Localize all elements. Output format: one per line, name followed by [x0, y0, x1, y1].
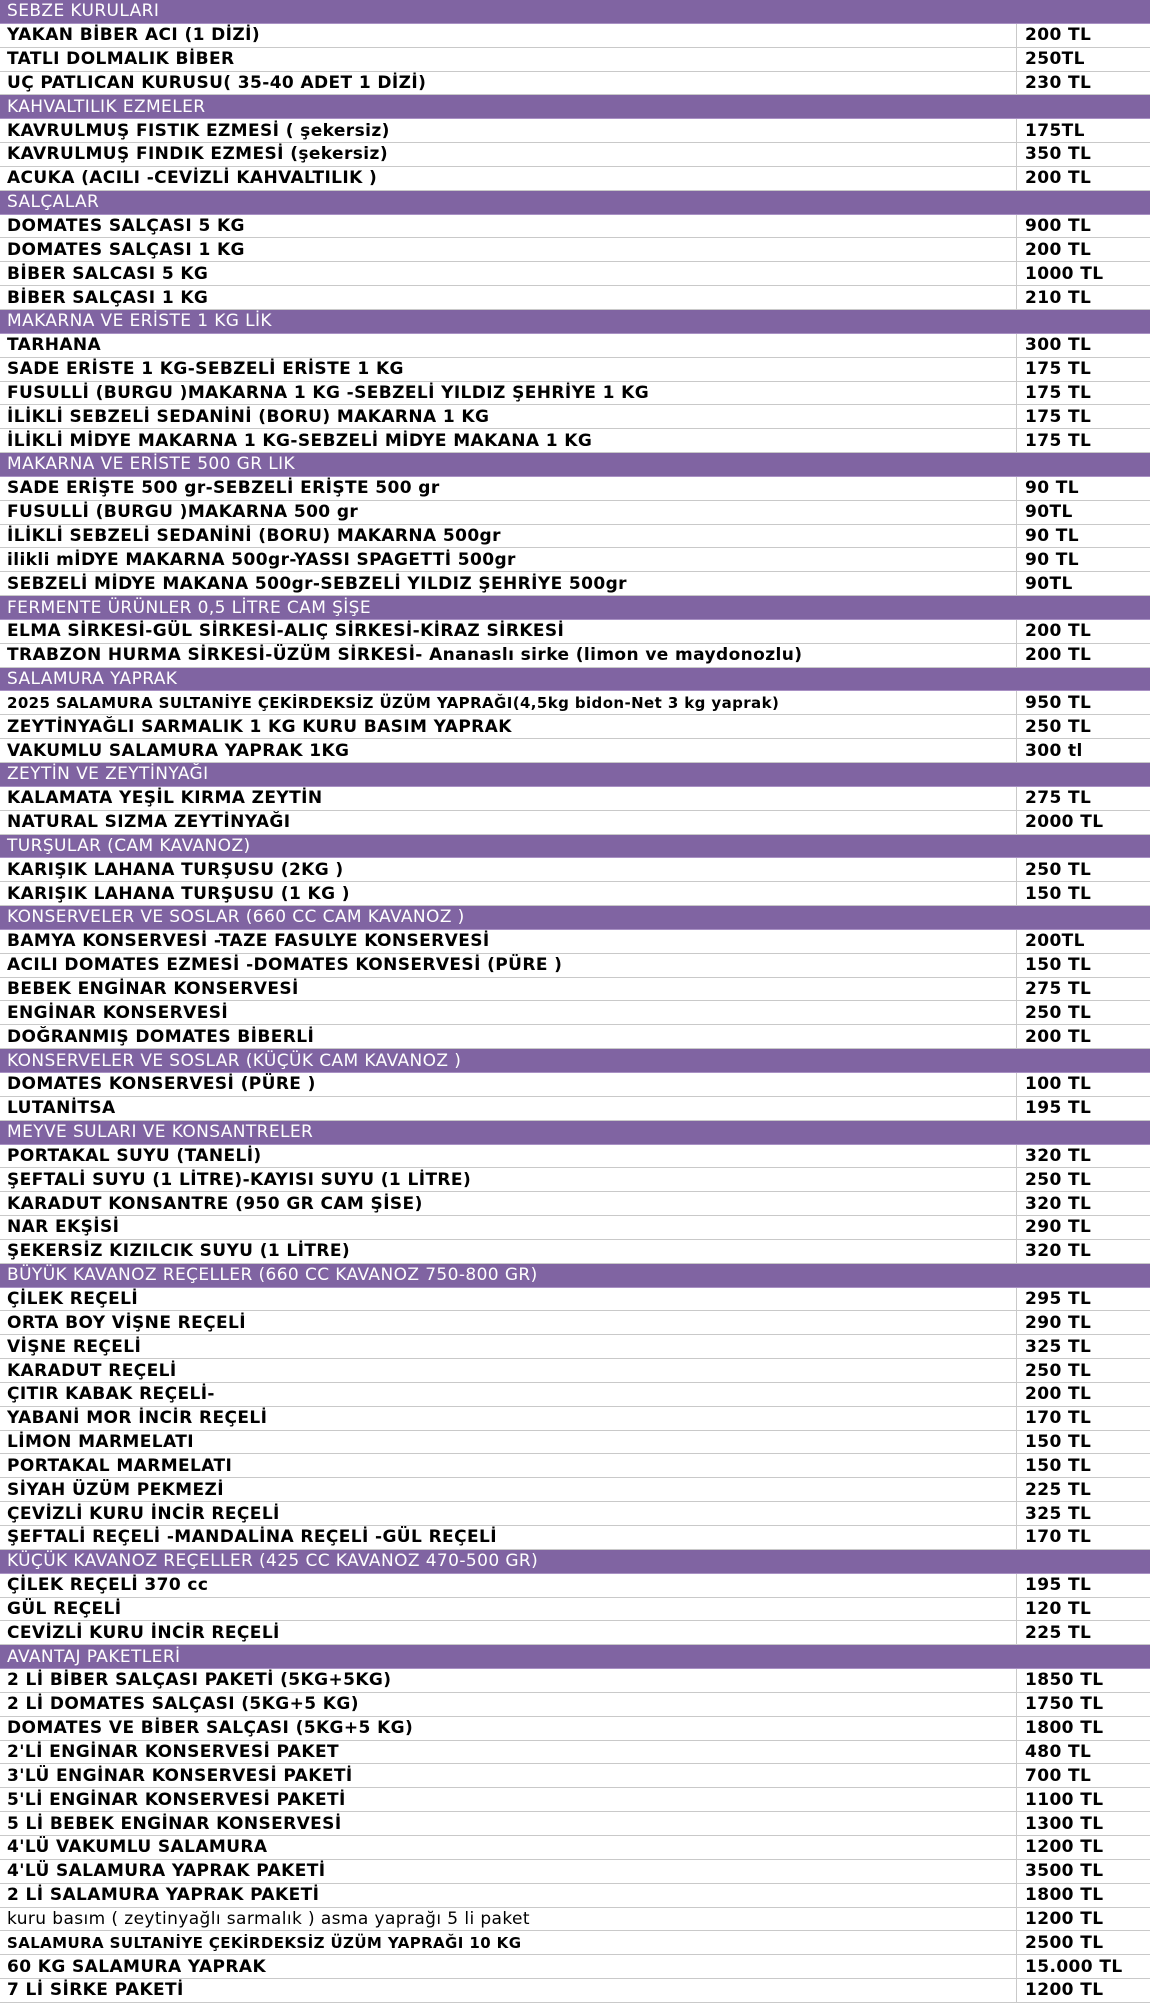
product-row [0, 1145, 1150, 1169]
product-row [0, 1908, 1150, 1932]
product-row [0, 954, 1150, 978]
product-row [0, 72, 1150, 96]
product-row [0, 286, 1150, 310]
product-row [0, 1216, 1150, 1240]
category-header [0, 1121, 1150, 1145]
product-row [0, 1073, 1150, 1097]
product-price: 1850 TL [1025, 1670, 1104, 1691]
category-title: SEBZE KURULARI [7, 1, 160, 22]
product-name: TATLI DOLMALIK BİBER [0, 48, 1017, 71]
product-price: 150 TL [1025, 955, 1092, 976]
product-name: ZEYTİNYAĞLI SARMALIK 1 KG KURU BASIM YAPRAK [0, 715, 1017, 738]
product-row [0, 572, 1150, 596]
product-row [0, 739, 1150, 763]
product-name: LİMON MARMELATI [0, 1431, 1017, 1454]
product-price: 250 TL [1025, 1360, 1092, 1381]
product-row [0, 1383, 1150, 1407]
product-name: PORTAKAL MARMELATI [0, 1454, 1017, 1477]
product-price: 150 TL [1025, 1432, 1092, 1453]
product-price: 225 TL [1025, 1622, 1092, 1643]
category-header [0, 906, 1150, 930]
category-title: MAKARNA VE ERİSTE 500 GR LIK [7, 454, 296, 475]
product-name: CEVİZLİ KURU İNCİR REÇELİ [0, 1621, 1017, 1644]
product-price: 1750 TL [1025, 1694, 1104, 1715]
product-row [0, 715, 1150, 739]
product-row [0, 1669, 1150, 1693]
category-header [0, 1645, 1150, 1669]
product-name: KAVRULMUŞ FISTIK EZMESİ ( şekersiz) [0, 119, 1017, 142]
product-name: 4'LÜ VAKUMLU SALAMURA [0, 1836, 1017, 1859]
product-name: ENGİNAR KONSERVESİ [0, 1001, 1017, 1024]
product-row [0, 1025, 1150, 1049]
product-price: 90 TL [1025, 478, 1080, 499]
product-price: 290 TL [1025, 1217, 1092, 1238]
product-price: 170 TL [1025, 1527, 1092, 1548]
product-row [0, 501, 1150, 525]
product-name: VİŞNE REÇELİ [0, 1335, 1017, 1358]
product-row [0, 405, 1150, 429]
product-row [0, 882, 1150, 906]
product-price: 325 TL [1025, 1336, 1092, 1357]
category-title: ZEYTİN VE ZEYTİNYAĞI [7, 764, 209, 785]
product-price: 225 TL [1025, 1479, 1092, 1500]
product-price: 120 TL [1025, 1598, 1092, 1619]
product-name: 2 Lİ BİBER SALÇASI PAKETİ (5KG+5KG) [0, 1669, 1017, 1692]
product-price: 1200 TL [1025, 1908, 1104, 1929]
category-header [0, 835, 1150, 859]
product-price: 150 TL [1025, 883, 1092, 904]
product-name: İLİKLİ SEBZELİ SEDANİNİ (BORU) MAKARNA 1 KG [0, 405, 1017, 428]
product-row [0, 1359, 1150, 1383]
product-name: DOMATES KONSERVESİ (PÜRE ) [0, 1073, 1017, 1096]
product-name: DOMATES SALÇASI 5 KG [0, 215, 1017, 238]
product-row [0, 1311, 1150, 1335]
product-row [0, 477, 1150, 501]
product-price: 275 TL [1025, 979, 1092, 1000]
product-row [0, 143, 1150, 167]
product-row [0, 215, 1150, 239]
product-row [0, 1598, 1150, 1622]
product-price: 175 TL [1025, 406, 1092, 427]
product-name: KAVRULMUŞ FINDIK EZMESİ (şekersiz) [0, 143, 1017, 166]
product-price: 195 TL [1025, 1575, 1092, 1596]
category-title: SALÇALAR [7, 192, 100, 213]
product-name: VAKUMLU SALAMURA YAPRAK 1KG [0, 739, 1017, 762]
product-name: ilikli mİDYE MAKARNA 500gr-YASSI SPAGETTİ 500gr [0, 548, 1017, 571]
product-price: 150 TL [1025, 1455, 1092, 1476]
category-header [0, 1264, 1150, 1288]
product-row [0, 978, 1150, 1002]
product-price: 200TL [1025, 931, 1085, 952]
product-price: 320 TL [1025, 1241, 1092, 1262]
product-name: NATURAL SIZMA ZEYTİNYAĞI [0, 811, 1017, 834]
product-name: 5'Lİ ENGİNAR KONSERVESİ PAKETİ [0, 1788, 1017, 1811]
product-row [0, 1693, 1150, 1717]
product-row [0, 24, 1150, 48]
category-title: KONSERVELER VE SOSLAR (660 CC CAM KAVANOZ ) [7, 907, 465, 928]
product-name: FUSULLİ (BURGU )MAKARNA 500 gr [0, 501, 1017, 524]
product-price: 175TL [1025, 120, 1085, 141]
product-row [0, 858, 1150, 882]
product-row [0, 548, 1150, 572]
product-name: kuru basım ( zeytinyağlı sarmalık ) asma yaprağı 5 li paket [0, 1908, 1017, 1931]
product-row [0, 1979, 1150, 2003]
product-price: 195 TL [1025, 1098, 1092, 1119]
product-row [0, 1764, 1150, 1788]
product-name: KARADUT REÇELİ [0, 1359, 1017, 1382]
product-name: SADE ERİŞTE 500 gr-SEBZELİ ERİŞTE 500 gr [0, 477, 1017, 500]
product-price: 200 TL [1025, 239, 1092, 260]
product-name: BEBEK ENGİNAR KONSERVESİ [0, 978, 1017, 1001]
product-name: BİBER SALÇASI 1 KG [0, 286, 1017, 309]
product-row [0, 167, 1150, 191]
product-price: 90 TL [1025, 549, 1080, 570]
product-name: SALAMURA SULTANİYE ÇEKİRDEKSİZ ÜZÜM YAPRAĞI 10 KG [0, 1931, 1017, 1954]
product-price: 290 TL [1025, 1312, 1092, 1333]
product-name: 4'LÜ SALAMURA YAPRAK PAKETİ [0, 1860, 1017, 1883]
product-row [0, 1741, 1150, 1765]
product-price: 295 TL [1025, 1288, 1092, 1309]
product-name: SEBZELİ MİDYE MAKANA 500gr-SEBZELİ YILDIZ ŞEHRİYE 500gr [0, 572, 1017, 595]
product-name: UÇ PATLICAN KURUSU( 35-40 ADET 1 DİZİ) [0, 72, 1017, 95]
product-price: 2000 TL [1025, 812, 1104, 833]
product-name: 5 Lİ BEBEK ENGİNAR KONSERVESİ [0, 1812, 1017, 1835]
product-name: 2025 SALAMURA SULTANİYE ÇEKİRDEKSİZ ÜZÜM YAPRAĞI(4,5kg bidon-Net 3 kg yaprak) [0, 691, 1017, 714]
product-name: DOĞRANMIŞ DOMATES BİBERLİ [0, 1025, 1017, 1048]
product-price: 1200 TL [1025, 1980, 1104, 2001]
product-name: ÇITIR KABAK REÇELİ- [0, 1383, 1017, 1406]
product-price: 950 TL [1025, 692, 1092, 713]
product-price: 1200 TL [1025, 1837, 1104, 1858]
product-price: 350 TL [1025, 144, 1092, 165]
product-row [0, 429, 1150, 453]
product-row [0, 238, 1150, 262]
category-header [0, 596, 1150, 620]
product-name: İLİKLİ SEBZELİ SEDANİNİ (BORU) MAKARNA 500gr [0, 525, 1017, 548]
category-title: MAKARNA VE ERİSTE 1 KG LİK [7, 311, 272, 332]
product-row [0, 644, 1150, 668]
product-row [0, 1502, 1150, 1526]
product-name: İLİKLİ MİDYE MAKARNA 1 KG-SEBZELİ MİDYE MAKANA 1 KG [0, 429, 1017, 452]
product-price: 250 TL [1025, 859, 1092, 880]
category-header [0, 668, 1150, 692]
product-price: 175 TL [1025, 430, 1092, 451]
product-name: ACUKA (ACILI -CEVİZLİ KAHVALTILIK ) [0, 167, 1017, 190]
product-price: 2500 TL [1025, 1932, 1104, 1953]
product-row [0, 1931, 1150, 1955]
product-name: KALAMATA YEŞİL KIRMA ZEYTİN [0, 787, 1017, 810]
product-price: 1800 TL [1025, 1718, 1104, 1739]
product-price: 200 TL [1025, 645, 1092, 666]
product-row [0, 1574, 1150, 1598]
product-name: ELMA SİRKESİ-GÜL SİRKESİ-ALIÇ SİRKESİ-KİRAZ SİRKESİ [0, 620, 1017, 643]
product-price: 175 TL [1025, 359, 1092, 380]
product-price: 480 TL [1025, 1742, 1092, 1763]
product-price: 200 TL [1025, 25, 1092, 46]
product-price: 1100 TL [1025, 1789, 1104, 1810]
product-price: 1800 TL [1025, 1885, 1104, 1906]
product-row [0, 1454, 1150, 1478]
product-row [0, 1788, 1150, 1812]
product-row [0, 262, 1150, 286]
product-row [0, 1836, 1150, 1860]
product-row [0, 1860, 1150, 1884]
product-name: ŞEKERSİZ KIZILCIK SUYU (1 LİTRE) [0, 1240, 1017, 1263]
product-row [0, 1288, 1150, 1312]
category-title: TURŞULAR (CAM KAVANOZ) [7, 835, 251, 856]
product-row [0, 334, 1150, 358]
product-name: DOMATES VE BİBER SALÇASI (5KG+5 KG) [0, 1717, 1017, 1740]
product-price: 250TL [1025, 49, 1085, 70]
product-name: KARIŞIK LAHANA TURŞUSU (1 KG ) [0, 882, 1017, 905]
product-row [0, 1717, 1150, 1741]
product-row [0, 691, 1150, 715]
product-name: NAR EKŞİSİ [0, 1216, 1017, 1239]
product-price: 300 tl [1025, 740, 1083, 761]
product-name: YAKAN BİBER ACI (1 DİZİ) [0, 24, 1017, 47]
product-name: SİYAH ÜZÜM PEKMEZİ [0, 1478, 1017, 1501]
product-name: 2'Lİ ENGİNAR KONSERVESİ PAKET [0, 1741, 1017, 1764]
product-name: KARIŞIK LAHANA TURŞUSU (2KG ) [0, 858, 1017, 881]
product-price: 170 TL [1025, 1408, 1092, 1429]
category-header [0, 0, 1150, 24]
product-price: 200 TL [1025, 168, 1092, 189]
category-header [0, 1049, 1150, 1073]
product-name: ÇİLEK REÇELİ 370 cc [0, 1574, 1017, 1597]
product-name: ÇEVİZLİ KURU İNCİR REÇELİ [0, 1502, 1017, 1525]
product-price: 200 TL [1025, 1026, 1092, 1047]
product-name: SADE ERİSTE 1 KG-SEBZELİ ERİSTE 1 KG [0, 358, 1017, 381]
product-price: 200 TL [1025, 621, 1092, 642]
product-price: 3500 TL [1025, 1861, 1104, 1882]
product-row [0, 1097, 1150, 1121]
product-name: 3'LÜ ENGİNAR KONSERVESİ PAKETİ [0, 1764, 1017, 1787]
product-price: 300 TL [1025, 335, 1092, 356]
product-name: YABANİ MOR İNCİR REÇELİ [0, 1407, 1017, 1430]
product-name: LUTANİTSA [0, 1097, 1017, 1120]
product-name: ŞEFTALİ REÇELİ -MANDALİNA REÇELİ -GÜL REÇELİ [0, 1526, 1017, 1549]
product-name: ŞEFTALİ SUYU (1 LİTRE)-KAYISI SUYU (1 LİTRE) [0, 1168, 1017, 1191]
product-row [0, 1240, 1150, 1264]
product-row [0, 1955, 1150, 1979]
product-price: 90TL [1025, 502, 1073, 523]
product-price: 210 TL [1025, 287, 1092, 308]
product-name: ÇİLEK REÇELİ [0, 1288, 1017, 1311]
product-name: DOMATES SALÇASI 1 KG [0, 238, 1017, 261]
product-name: TRABZON HURMA SİRKESİ-ÜZÜM SİRKESİ- Ananaslı sirke (limon ve maydonozlu) [0, 644, 1017, 667]
product-row [0, 811, 1150, 835]
product-price: 175 TL [1025, 382, 1092, 403]
product-name: BİBER SALCASI 5 KG [0, 262, 1017, 285]
category-header [0, 95, 1150, 119]
product-row [0, 1001, 1150, 1025]
product-price: 1300 TL [1025, 1813, 1104, 1834]
category-header [0, 453, 1150, 477]
product-row [0, 1335, 1150, 1359]
category-title: FERMENTE ÜRÜNLER 0,5 LİTRE CAM ŞİŞE [7, 597, 372, 618]
product-row [0, 1526, 1150, 1550]
product-name: TARHANA [0, 334, 1017, 357]
product-price: 100 TL [1025, 1074, 1092, 1095]
product-price: 900 TL [1025, 216, 1092, 237]
product-name: 60 KG SALAMURA YAPRAK [0, 1955, 1017, 1978]
category-title: SALAMURA YAPRAK [7, 669, 178, 690]
category-title: KONSERVELER VE SOSLAR (KÜÇÜK CAM KAVANOZ ) [7, 1050, 462, 1071]
category-title: BÜYÜK KAVANOZ REÇELLER (660 CC KAVANOZ 750-800 GR) [7, 1265, 538, 1286]
product-row [0, 1168, 1150, 1192]
category-title: KAHVALTILIK EZMELER [7, 96, 206, 117]
product-name: 7 Lİ SİRKE PAKETİ [0, 1979, 1017, 2002]
product-row [0, 525, 1150, 549]
product-row [0, 1407, 1150, 1431]
product-row [0, 620, 1150, 644]
product-name: BAMYA KONSERVESİ -TAZE FASULYE KONSERVESİ [0, 930, 1017, 953]
product-price: 15.000 TL [1025, 1956, 1123, 1977]
product-price: 250 TL [1025, 1169, 1092, 1190]
product-row [0, 1192, 1150, 1216]
category-title: AVANTAJ PAKETLERİ [7, 1646, 181, 1667]
product-name: 2 Lİ DOMATES SALÇASI (5KG+5 KG) [0, 1693, 1017, 1716]
product-name: 2 Lİ SALAMURA YAPRAK PAKETİ [0, 1884, 1017, 1907]
product-row [0, 1478, 1150, 1502]
category-header [0, 191, 1150, 215]
product-name: FUSULLİ (BURGU )MAKARNA 1 KG -SEBZELİ YILDIZ ŞEHRİYE 1 KG [0, 382, 1017, 405]
product-price: 250 TL [1025, 1002, 1092, 1023]
product-row [0, 930, 1150, 954]
product-price: 230 TL [1025, 72, 1092, 93]
product-row [0, 1884, 1150, 1908]
product-price: 200 TL [1025, 1384, 1092, 1405]
product-price: 1000 TL [1025, 263, 1104, 284]
product-price: 320 TL [1025, 1145, 1092, 1166]
product-name: ORTA BOY VİŞNE REÇELİ [0, 1311, 1017, 1334]
category-title: MEYVE SULARI VE KONSANTRELER [7, 1122, 314, 1143]
product-name: PORTAKAL SUYU (TANELİ) [0, 1145, 1017, 1168]
category-header [0, 763, 1150, 787]
product-price: 320 TL [1025, 1193, 1092, 1214]
product-row [0, 382, 1150, 406]
category-title: KÜÇÜK KAVANOZ REÇELLER (425 CC KAVANOZ 470-500 GR) [7, 1551, 539, 1572]
product-row [0, 48, 1150, 72]
product-price: 250 TL [1025, 716, 1092, 737]
product-price: 275 TL [1025, 788, 1092, 809]
product-row [0, 787, 1150, 811]
product-name: GÜL REÇELİ [0, 1598, 1017, 1621]
product-price: 700 TL [1025, 1765, 1092, 1786]
product-row [0, 119, 1150, 143]
product-row [0, 358, 1150, 382]
product-price: 325 TL [1025, 1503, 1092, 1524]
product-row [0, 1431, 1150, 1455]
product-row [0, 1812, 1150, 1836]
category-header [0, 1550, 1150, 1574]
product-row [0, 1621, 1150, 1645]
product-name: KARADUT KONSANTRE (950 GR CAM ŞİSE) [0, 1192, 1017, 1215]
product-name: ACILI DOMATES EZMESİ -DOMATES KONSERVESİ (PÜRE ) [0, 954, 1017, 977]
category-header [0, 310, 1150, 334]
product-price: 90TL [1025, 573, 1073, 594]
product-price: 90 TL [1025, 525, 1080, 546]
